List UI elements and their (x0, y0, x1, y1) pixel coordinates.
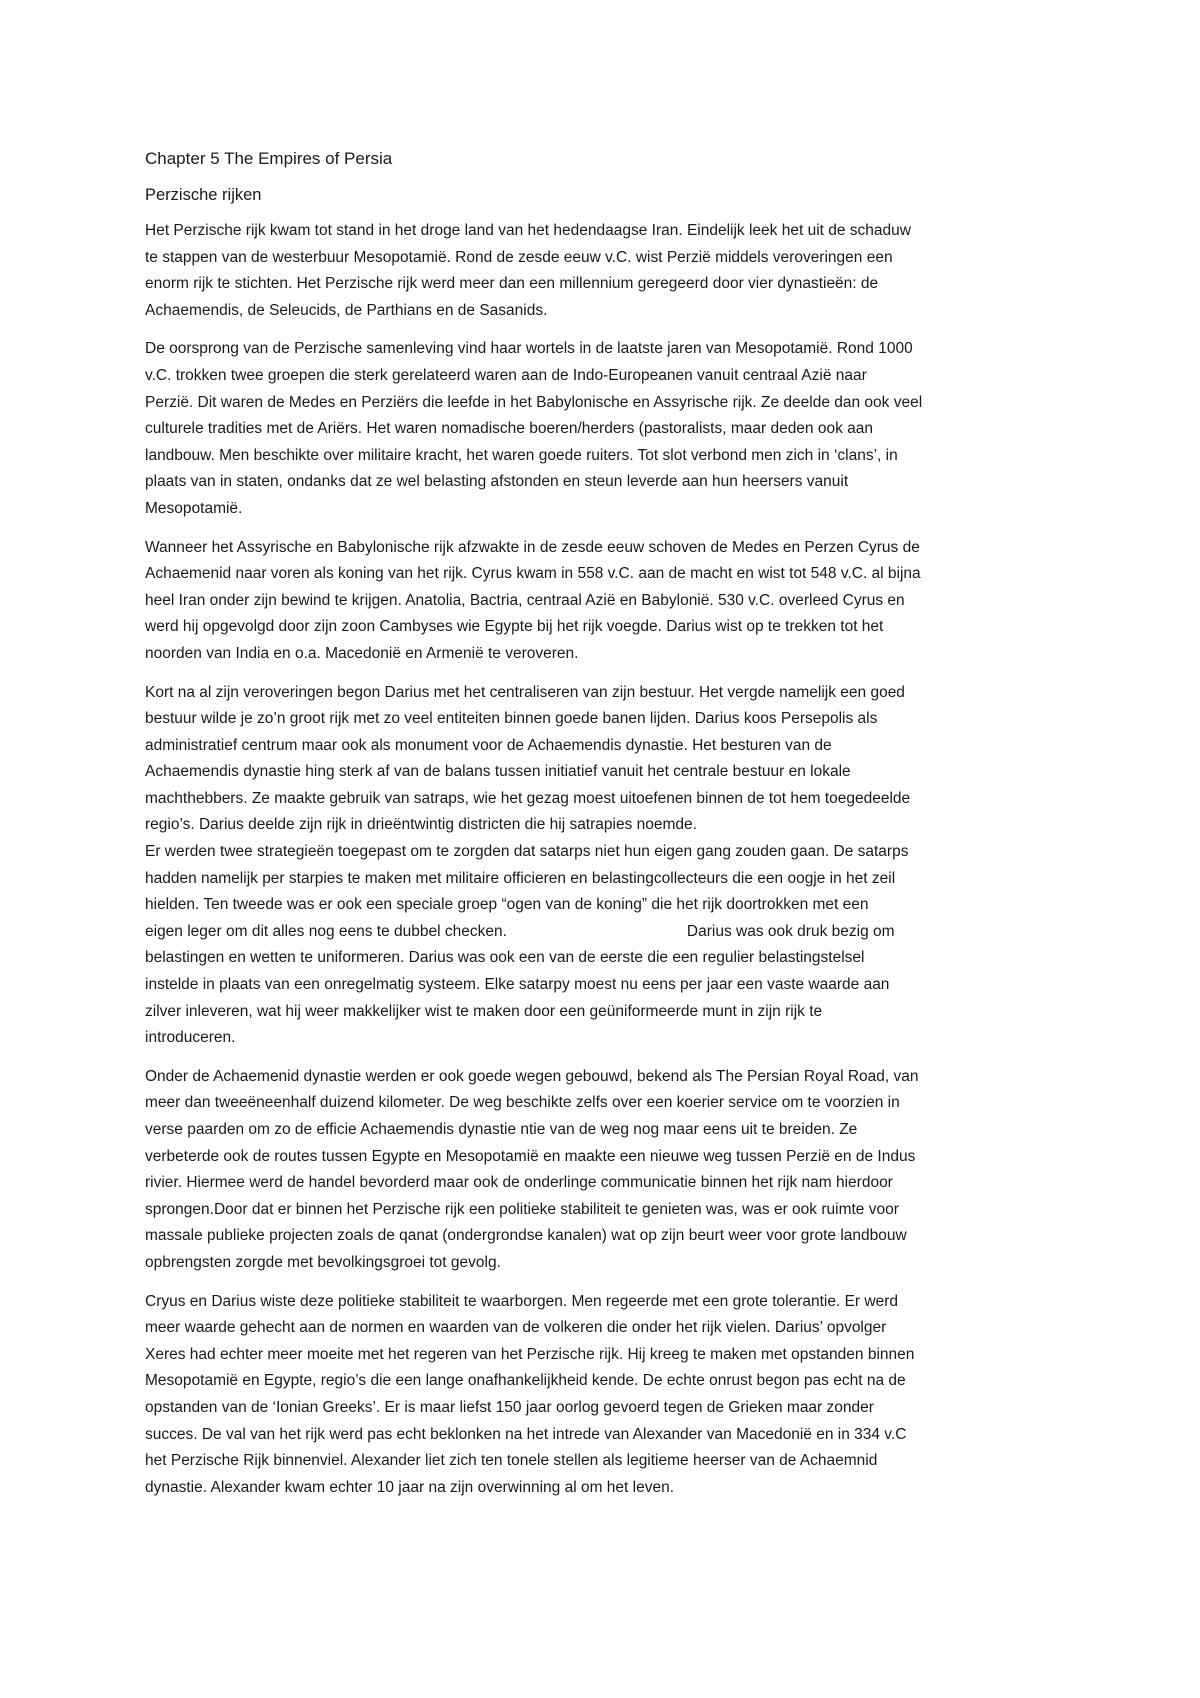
paragraph-origins-empire: Het Perzische rijk kwam tot stand in het droge land van het hedendaagse Iran. Eindelijk leek het uit de schaduw te stappen van de westerbuur Mesopotamië. Rond de zesde eeuw v.C. wist Perzië middels veroveringen een enorm rijk te stichten. Het Perzische rijk werd meer dan een millennium geregeerd door vier dynastieën: de Achaemendis, de Seleucids, de Parthians en de Sasanids. (145, 222, 911, 319)
strategies-continuation: Darius was ook druk bezig om (686, 922, 895, 940)
paragraph-cyrus: Wanneer het Assyrische en Babylonische rijk afzwakte in de zesde eeuw schoven de Medes en Perzen Cyrus de Achaemenid naar voren als koning van het rijk. Cyrus kwam in 558 v.C. aan de macht en wist tot 548 v.C. al bijna heel Iran onder zijn bewind te krijgen. Anatolia, Bactria, centraal Azië en Babylonië. 530 v.C. overleed Cyrus en werd hij opgevolgd door zijn zoon Cambyses wie Egypte bij het rijk voegde. Darius wist op te trekken tot het noorden van India en o.a. Macedonië en Armenië te veroveren. (145, 538, 921, 662)
paragraph-darius-administration: Kort na al zijn veroveringen begon Darius met het centraliseren van zijn bestuur. Het vergde namelijk een goed bestuur wilde je zo’n groot rijk met zo veel entiteiten binnen goede banen lijden. Darius koos Persepolis als administratief centrum maar ook als monument voor de Achaemendis dynastie. Het besturen van de Achaemendis dynastie hing sterk af van de balans tussen initiatief vanuit het centrale bestuur en lokale machthebbers. Ze maakte gebruik van satraps, wie het gezag moest uitoefenen binnen de tot hem toegedeelde regio’s. Darius deelde zijn rijk in drieëntwintig districten die hij satrapies noemde. (145, 683, 911, 834)
paragraph-origins-society: De oorsprong van de Perzische samenleving vind haar wortels in de laatste jaren van Mesopotamië. Rond 1000 v.C. trokken twee groepen die sterk gerelateerd waren aan de Indo-Europeanen vanuit centraal Azië naar Perzië. Dit waren de Medes en Perziërs die leefde in het Babylonische en Assyrische rijk. Ze deelde dan ook veel culturele tradities met de Ariërs. Het waren nomadische boeren/herders (pastoralists, maar deden ook aan landbouw. Men beschikte over militaire kracht, het waren goede ruiters. Tot slot verbond men zich in ‘clans’, in plaats van in staten, ondanks dat ze wel belasting afstonden en steun leverde aan hun heersers vanuit Mesopotamië. (145, 340, 923, 517)
document-title: Chapter 5 The Empires of Persia (145, 149, 393, 168)
paragraph-strategies (145, 839, 1070, 945)
strategies-text: Er werden twee strategieën toegepast om te zorgden dat satarps niet hun eigen gang zouden gaan. De satarps hadden namelijk per starpies te maken met militaire officieren en belastingcollecteurs die een oogje in het zeil hielden. Ten tweede was er ook een speciale groep “ogen van de koning” die het rijk doortrokken met een eigen leger om dit alles nog eens te dubbel checken. (145, 843, 909, 940)
document-subtitle: Perzische rijken (145, 186, 262, 204)
paragraph-taxation: belastingen en wetten te uniformeren. Darius was ook een van de eerste die een regulier belastingstelsel instelde in plaats van een onregelmatig systeem. Elke satarpy moest nu eens per jaar een vaste waarde aan zilver inleveren, wat hij weer makkelijker wist te maken door een geüniformeerde munt in zijn rijk te introduceren. (145, 949, 890, 1047)
paragraph-decline: Cryus en Darius wiste deze politieke stabiliteit te waarborgen. Men regeerde met een grote tolerantie. Er werd meer waarde gehecht aan de normen en waarden van de volkeren die onder het rijk vielen. Darius’ opvolger Xeres had echter meer moeite met het regeren van het Perzische rijk. Hij kreeg te maken met opstanden binnen Mesopotamië en Egypte, regio’s die een lange onafhankelijkheid kende. De echte onrust begon pas echt na de opstanden van de ‘Ionian Greeks’. Er is maar liefst 150 jaar oorlog gevoerd tegen de Grieken maar zonder succes. De val van het rijk werd pas echt beklonken na het intrede van Alexander van Macedonië en in 334 v.C het Perzische Rijk binnenviel. Alexander liet zich ten tonele stellen als legitieme heerser van de Achaemnid dynastie. Alexander kwam echter 10 jaar na zijn overwinning al om het leven. (145, 1292, 915, 1496)
paragraph-royal-road: Onder de Achaemenid dynastie werden er ook goede wegen gebouwd, bekend als The Persian Royal Road, van meer dan tweeëneenhalf duizend kilometer. De weg beschikte zelfs over een koerier service om te voorzien in verse paarden om zo de efficie Achaemendis dynastie ntie van de weg nog maar eens uit te breiden. Ze verbeterde ook de routes tussen Egypte en Mesopotamië en maakte een nieuwe weg tussen Perzië en de Indus rivier. Hiermee werd de handel bevorderd maar ook de onderlinge communicatie binnen het rijk nam hierdoor sprongen.Door dat er binnen het Perzische rijk een politieke stabiliteit te genieten was, was er ook ruimte voor massale publieke projecten zoals de qanat (ondergrondse kanalen) wat op zijn beurt weer voor grote landbouw opbrengsten zorgde met bevolkingsgroei tot gevolg. (145, 1067, 919, 1271)
